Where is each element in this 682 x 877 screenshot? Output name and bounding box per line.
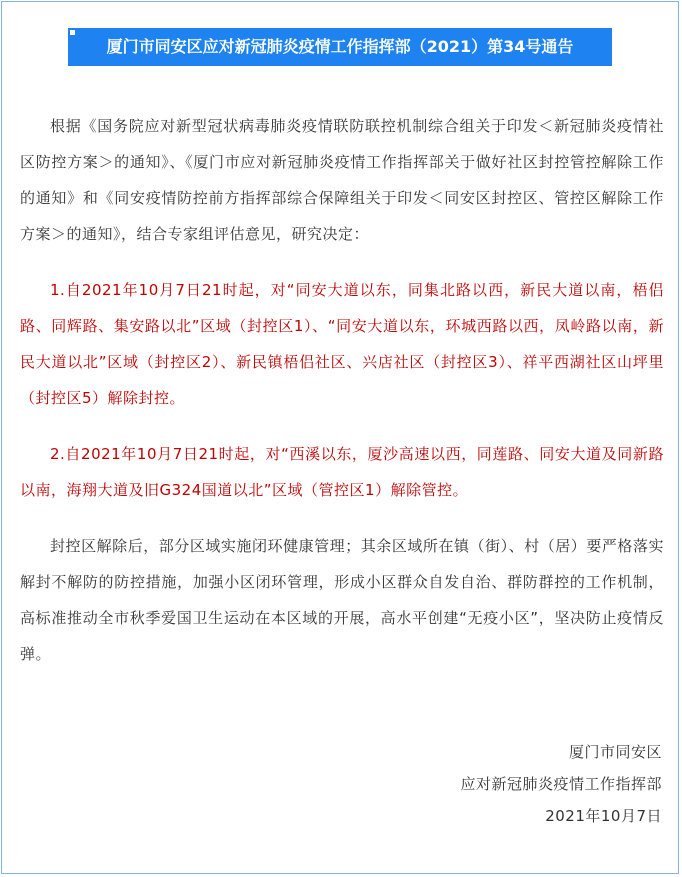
signature-issuer-office: 应对新冠肺炎疫情工作指挥部 <box>460 775 662 793</box>
decision-item-1: 1.自2021年10月7日21时起，对“同安大道以东，同集北路以西，新民大道以南，梧侣路、同辉路、集安路以北”区域（封控区1）、“同安大道以东，环城西路以西，凤岭路以南，新民大道以北”区域（封控区2）、新民镇梧侣社区、兴店社区（封控区3）、祥平西湖社区山坪里（封控区5）解除封控。 <box>20 281 664 407</box>
notice-body <box>20 108 664 692</box>
corner-accent-vertical <box>62 22 66 36</box>
notice-title: 厦门市同安区应对新冠肺炎疫情工作指挥部（2021）第34号通告 <box>68 28 612 66</box>
intro-paragraph: 根据《国务院应对新型冠状病毒肺炎疫情联防联控机制综合组关于印发＜新冠肺炎疫情社区防控方案＞的通知》、《厦门市应对新冠肺炎疫情工作指挥部关于做好社区封控管控解除工作的通知》和《同安疫情防控前方指挥部综合保障组关于印发＜同安区封控区、管控区解除工作方案＞的通知》，结合专家组评估意见，研究决定： <box>20 117 664 243</box>
decision-item-2: 2.自2021年10月7日21时起，对“西溪以东，厦沙高速以西，同莲路、同安大道及同新路以南，海翔大道及旧G324国道以北”区域（管控区1）解除管控。 <box>20 445 664 499</box>
signature-issuer-district: 厦门市同安区 <box>568 743 662 761</box>
title-banner <box>68 28 612 66</box>
post-lift-paragraph: 封控区解除后，部分区域实施闭环健康管理；其余区域所在镇（街）、村（居）要严格落实解封不解防的防控措施，加强小区闭环管理，形成小区群众自发自治、群防群控的工作机制，高标准推动全市秋季爱国卫生运动在本区域的开展，高水平创建“无疫小区”，坚决防止疫情反弹。 <box>20 537 664 663</box>
signature-block <box>460 736 662 832</box>
signature-date: 2021年10月7日 <box>545 807 662 825</box>
corner-accent-dot <box>70 30 75 35</box>
